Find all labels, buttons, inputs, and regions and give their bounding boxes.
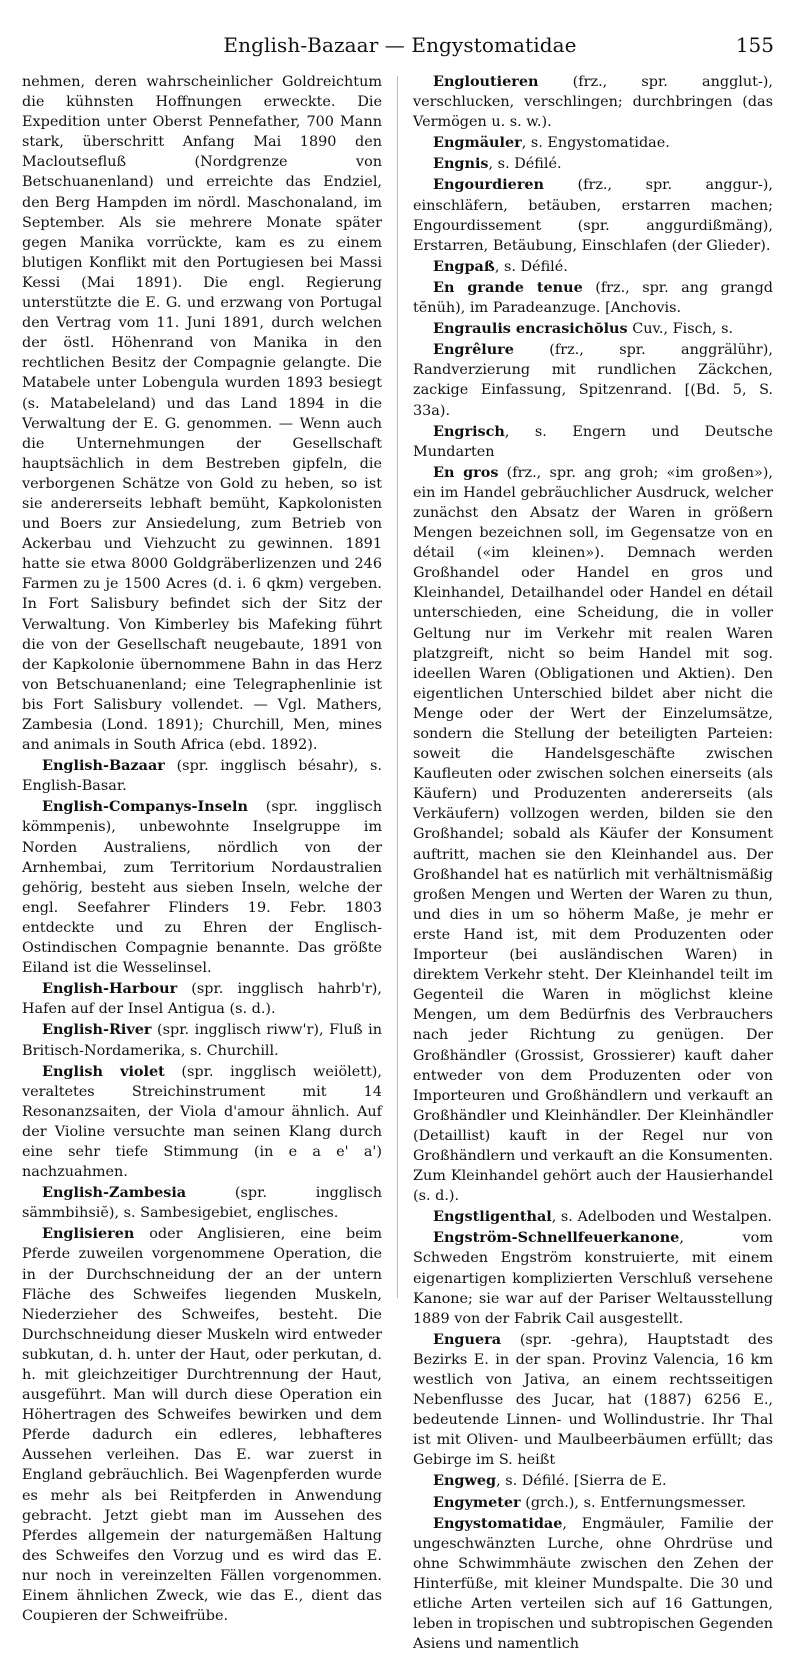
entry-engnis: [413, 154, 773, 174]
page-number: 155: [735, 33, 774, 57]
entry-en-gros: [413, 463, 773, 1206]
entry-engystomatidae: [413, 1514, 773, 1655]
entry-body: (frz., spr. ang grangd tĕnüh), im Paradeanzuge. [Anchovis.: [413, 279, 773, 317]
entry-headword: En gros: [433, 463, 499, 481]
entry-headword: Engymeter: [433, 1493, 521, 1511]
entry-headword: Engström-Schnellfeuerkanone: [433, 1229, 680, 1247]
entry-body: (spr. ingglisch hahrb'r), Hafen auf der Insel Antigua (s. d.).: [22, 981, 382, 1018]
entry-headword: Engourdieren: [433, 176, 545, 194]
column-divider: [397, 76, 398, 1298]
entry-englisieren: [22, 1224, 382, 1626]
entry-body: , Engmäuler, Familie der ungeschwänzten Lurche, ohne Ohrdrüse und ohne Schwimmhäute zwischen den Zehen der Hinterfüße, mit kleiner Mundspalte. Die 30 und etliche Arten verteilen sich auf 16 Gattungen, leben in tropischen und subtropischen Gegenden Asiens und namentlich: [413, 1515, 773, 1653]
entry-headword: English-River: [42, 1021, 152, 1039]
entry-headword: Engnis: [433, 155, 489, 173]
entry-engstligenthal: [413, 1207, 773, 1227]
entry-continuation: [22, 72, 382, 755]
entry-headword: Enguera: [433, 1330, 502, 1348]
page-header: [26, 30, 774, 60]
entry-headword: Engpaß: [433, 257, 495, 275]
entry-body: (spr. ingglisch bésahr), s. English-Basar.: [22, 758, 382, 795]
entry-headword: Engrêlure: [433, 341, 514, 359]
entry-english-zambesia: [22, 1183, 382, 1223]
entry-engstroem-kanone: [413, 1228, 773, 1328]
entry-en-grande-tenue: [413, 278, 773, 318]
left-column: [22, 72, 382, 1627]
entry-headword: Engstligenthal: [433, 1208, 552, 1226]
entry-headword: English-Bazaar: [42, 757, 165, 775]
entry-body: (spr. -gehra), Hauptstadt des Bezirks E. in der span. Provinz Valencia, 16 km westlich von Jativa, an einem rechtsseitigen Nebenflusse des Jucar, hat (1887) 6256 E., bedeutende Linnen- und Wollindustrie. Ihr Thal ist mit Oliven- und Maulbeerbäumen erfüllt; das Gebirge im S. heißt: [413, 1331, 773, 1469]
entry-headword: English-Harbour: [42, 980, 178, 998]
right-column: [413, 72, 773, 1655]
entry-english-river: [22, 1020, 382, 1060]
entry-english-harbour: [22, 979, 382, 1019]
entry-body: (spr. ingglisch riww'r), Fluß in Britisch-Nordamerika, s. Churchill.: [22, 1022, 382, 1059]
running-head: English-Bazaar — Engystomatidae: [223, 33, 577, 57]
entry-body: Cuv., Fisch, s.: [627, 321, 734, 338]
entry-engrelure: [413, 340, 773, 420]
entry-body: (spr. ingglisch kömmpenis), unbewohnte Inselgruppe im Norden Australiens, nördlich von der Arnhembai, zum Territorium Nordaustralien gehörig, besteht aus sieben Inseln, welche der engl. Seefahrer Flinders 19. Febr. 1803 entdeckte und zu Ehren der Englisch-Ostindischen Compagnie benannte. Das größte Eiland ist die Wesselinsel.: [22, 799, 382, 977]
entry-headword: Engystomatidae: [433, 1514, 563, 1532]
entry-body: , s. Engystomatidae.: [521, 135, 670, 152]
entry-body: , s. Défilé.: [494, 258, 568, 275]
entry-headword: Englisieren: [42, 1225, 135, 1243]
entry-body: (frz., spr. anggrälühr), Randverzierung mit rundlichen Zäckchen, zackige Einfassung, Spitzenrand. [(Bd. 5, S. 33a).: [413, 342, 773, 419]
entry-body: (frz., spr. angglut-), verschlucken, verschlingen; durchbringen (das Vermögen u. s. w.).: [413, 74, 773, 131]
entry-headword: English violet: [42, 1062, 165, 1080]
entry-body: , s. Défilé. [Sierra de E.: [496, 1473, 667, 1490]
entry-headword: Engloutieren: [433, 73, 539, 90]
entry-body: (frz., spr. anggur-), einschläfern, betäuben, erstarren machen; Engourdissement (spr. anggurdißmäng), Erstarren, Betäubung, Einschlafen (der Glieder).: [413, 177, 773, 254]
entry-engloutieren: [413, 72, 773, 132]
entry-headword: Engrisch: [433, 422, 505, 440]
entry-body: (grch.), s. Entfernungsmesser.: [520, 1494, 747, 1511]
entry-engraulis: [413, 319, 773, 339]
entry-headword: English-Companys-Inseln: [42, 798, 248, 816]
entry-body: , s. Défilé.: [488, 156, 562, 173]
entry-headword: English-Zambesia: [42, 1184, 187, 1202]
entry-english-bazaar: [22, 756, 382, 796]
entry-engweg: [413, 1471, 773, 1491]
entry-engmaeuler: [413, 133, 773, 153]
entry-headword: En grande tenue: [433, 278, 583, 296]
entry-enguera: [413, 1330, 773, 1471]
entry-body: , vom Schweden Engström konstruierte, mit einem eigenartigen komplizierten Verschluß versehene Kanone; sie war auf der Pariser Weltausstellung 1889 von der Fabrik Cail ausgestellt.: [413, 1230, 773, 1327]
entry-body: (frz., spr. ang groh; «im großen»), ein im Handel gebräuchlicher Ausdruck, welcher zunächst den Absatz der Waren in größern Mengen bezeichnen soll, im Gegensatze von en détail («im kleinen»). Demnach werden Großhandel oder Handel en gros und Kleinhandel, Detailhandel oder Handel en détail unterschieden, eine Scheidung, die in voller Geltung nur im Verkehr mit realen Waren platzgreift, nicht so beim Handel mit sog. ideellen Waren (Obligationen und Aktien). Den eigentlichen Unterschied bildet aber nicht die Menge oder der Wert der Einzelumsätze, sondern die Stellung der beteiligten Parteien: soweit die Handelsgeschäfte zwischen Kaufleuten oder zwischen solchen einerseits (als Käufern) und Produzenten andererseits (als Verkäufern) vollzogen werden, bilden sie den Großhandel; sobald als Käufer der Konsument auftritt, machen sie den Kleinhandel aus. Der Großhandel hat es natürlich mit verhältnismäßig großen Mengen und Werten der Waren zu thun, und dies in um so höherm Maße, je mehr er erste Hand ist, mit dem Produzenten oder Importeur (bei ausländischen Waren) in direktem Verkehr steht. Der Kleinhandel teilt im Gegenteil die Waren in möglichst kleine Mengen, um dem Bedürfnis des Verbrauchers nach jeder Richtung zu genügen. Der Großhändler (Grossist, Grossierer) kauft daher entweder von dem Produzenten oder von Importeuren und Großhändlern und verkauft an Großhändler und Kleinhändler. Der Kleinhändler (Detaillist) kauft in der Regel nur von Großhändlern und verkauft an die Konsumenten. Zum Kleinhandel gehört auch der Hausierhandel (s. d.).: [413, 464, 773, 1205]
entry-engrisch: [413, 422, 773, 462]
entry-headword: Engraulis encrasichŏlus: [433, 320, 628, 338]
entry-headword: Engmäuler: [433, 134, 522, 152]
entry-body: oder Anglisieren, eine beim Pferde zuweilen vorgenommene Operation, die in der Durchschneidung der an der untern Fläche des Schweifes liegenden Muskeln, Niederzieher des Schweifes, besteht. Die Durchschneidung dieser Muskeln wird entweder subkutan, d. h. unter der Haut, oder perkutan, d. h. mit gleichzeitiger Durchtrennung der Haut, ausgeführt. Man will durch diese Operation ein Höhertragen des Schweifes bewirken und dem Pferde dadurch ein edleres, lebhafteres Aussehen verleihen. Das E. war zuerst in England gebräuchlich. Bei Wagenpferden wurde es mehr als bei Reitpferden in Anwendung gebracht. Jetzt giebt man im Aussehen des Pferdes allgemein der naturgemäßen Haltung des Schweifes den Vorzug und es wird das E. nur noch in vereinzelten Fällen vorgenommen. Einem ähnlichen Zweck, wie das E., dient das Coupieren der Schweifrübe.: [22, 1226, 382, 1625]
entry-english-companys-inseln: [22, 797, 382, 978]
entry-body: (spr. ingglisch weiölett), veraltetes Streichinstrument mit 14 Resonanzsaiten, der Viola d'amour ähnlich. Auf der Violine versuchte man seinen Klang durch eine sehr tiefe Stimmung (in e a e' a') nachzuahmen.: [22, 1063, 382, 1181]
entry-body: nehmen, deren wahrscheinlicher Goldreichtum die kühnsten Hoffnungen erweckte. Die Expedition unter Oberst Pennefather, 700 Mann stark, überschritt Anfang Mai 1890 den Macloutsefluß (Nordgrenze von Betschuanenland) und erreichte das Endziel, den Berg Hampden im nördl. Maschonaland, im September. Als sie mehrere Monate später gegen Manika vorrückte, kam es zu einem blutigen Konflikt mit den Portugiesen bei Massi Kessi (Mai 1891). Die engl. Regierung unterstützte die E. G. und erzwang von Portugal den Vertrag vom 11. Juni 1891, durch welchen der östl. Höhenrand von Manika in den rechtlichen Besitz der Compagnie gelangte. Die Matabele unter Lobengula wurden 1893 besiegt (s. Matabeleland) und das Land 1894 in die Verwaltung der E. G. genommen. — Wenn auch die Unternehmungen der Gesellschaft hauptsächlich in dem Bestreben gipfeln, die verborgenen Schätze von Gold zu heben, so ist sie andererseits lebhaft bemüht, Kapkolonisten und Boers zur Ansiedelung, zum Betrieb von Ackerbau und Viehzucht zu gewinnen. 1891 hatte sie etwa 8000 Goldgräberlizenzen und 246 Farmen zu je 1500 Acres (d. i. 6 qkm) vergeben. In Fort Salisbury befindet sich der Sitz der Verwaltung. Von Kimberley bis Mafeking führt die von der Gesellschaft neugebaute, 1891 von der Kapkolonie übernommene Bahn in das Herz von Betschuanenland; eine Telegraphenlinie ist bis Fort Salisbury vollendet. — Vgl. Mathers, Zambesia (Lond. 1891); Churchill, Men, mines and animals in South Africa (ebd. 1892).: [22, 74, 382, 754]
entry-body: (spr. ingglisch sämmbihsiĕ), s. Sambesigebiet, englisches.: [22, 1185, 382, 1222]
entry-engourdieren: [413, 175, 773, 255]
entry-engymeter: [413, 1493, 773, 1513]
entry-body: , s. Adelboden und Westalpen.: [551, 1209, 772, 1226]
entry-english-violet: [22, 1062, 382, 1183]
entry-body: , s. Engern und Deutsche Mundarten: [413, 423, 773, 460]
entry-engpass: [413, 257, 773, 277]
entry-headword: Engweg: [433, 1472, 497, 1490]
